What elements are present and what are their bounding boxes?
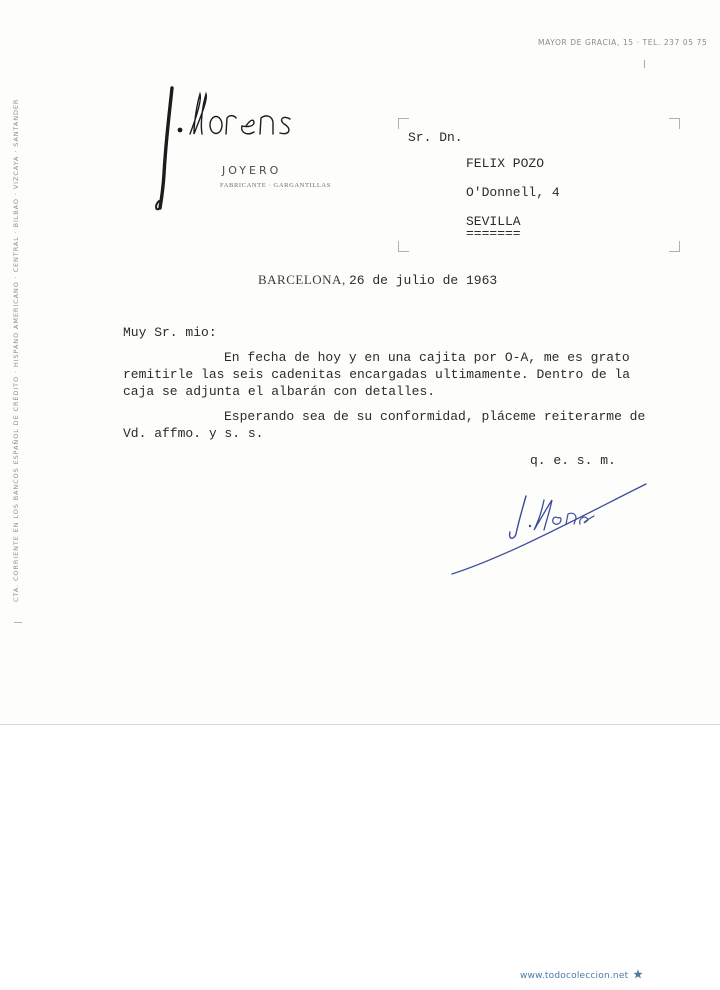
letter-date: 26 de julio de 1963 — [348, 273, 498, 288]
letterhead-trade: JOYERO — [222, 164, 282, 177]
address-corner-mark — [669, 241, 680, 252]
address-corner-mark — [398, 118, 409, 129]
letterhead-logo — [150, 78, 360, 218]
recipient-name: FELIX POZO — [466, 156, 545, 171]
recipient-city: SEVILLA — [466, 214, 521, 229]
recipient-street: O'Donnell, 4 — [466, 185, 560, 200]
address-corner-mark — [669, 118, 680, 129]
letter-closing: q. e. s. m. — [530, 453, 616, 468]
place-city: BARCELONA, — [258, 272, 346, 287]
recipient-address-block — [398, 118, 680, 252]
address-corner-mark — [398, 241, 409, 252]
letterhead-bank-info: CTA. CORRIENTE EN LOS BANCOS ESPAÑOL DE CRÉDITO · HISPANO AMERICANO · CENTRAL · BILBAO · VIZCAYA · SANTANDER — [12, 98, 20, 602]
sheet-edge — [0, 724, 720, 725]
fold-mark — [14, 622, 22, 623]
watermark — [520, 969, 643, 981]
body-paragraph-2-line-2: Vd. affmo. y s. s. — [123, 426, 264, 441]
place-and-date — [258, 272, 497, 288]
letter-greeting: Muy Sr. mio: — [123, 325, 217, 340]
body-paragraph-1-line-2: remitirle las seis cadenitas encargadas ultimamente. Dentro de la — [123, 367, 631, 382]
body-paragraph-2-line-1: Esperando sea de su conformidad, pláceme reiterarme de — [224, 409, 646, 424]
handwritten-signature — [448, 478, 648, 578]
letterhead-subtitle: FABRICANTE · GARGANTILLAS — [220, 182, 331, 189]
star-icon — [633, 969, 643, 979]
body-paragraph-1-line-3: caja se adjunta el albarán con detalles. — [123, 384, 436, 399]
recipient-city-underline: ======= — [466, 226, 521, 241]
recipient-salutation: Sr. Dn. — [408, 130, 463, 145]
letterhead-address: MAYOR DE GRACIA, 15 · TEL. 237 05 75 — [538, 38, 708, 47]
body-paragraph-1-line-1: En fecha de hoy y en una cajita por O-A, me es grato — [224, 350, 630, 365]
watermark-text: www.todocoleccion.net — [520, 971, 629, 981]
punch-mark — [644, 60, 645, 68]
